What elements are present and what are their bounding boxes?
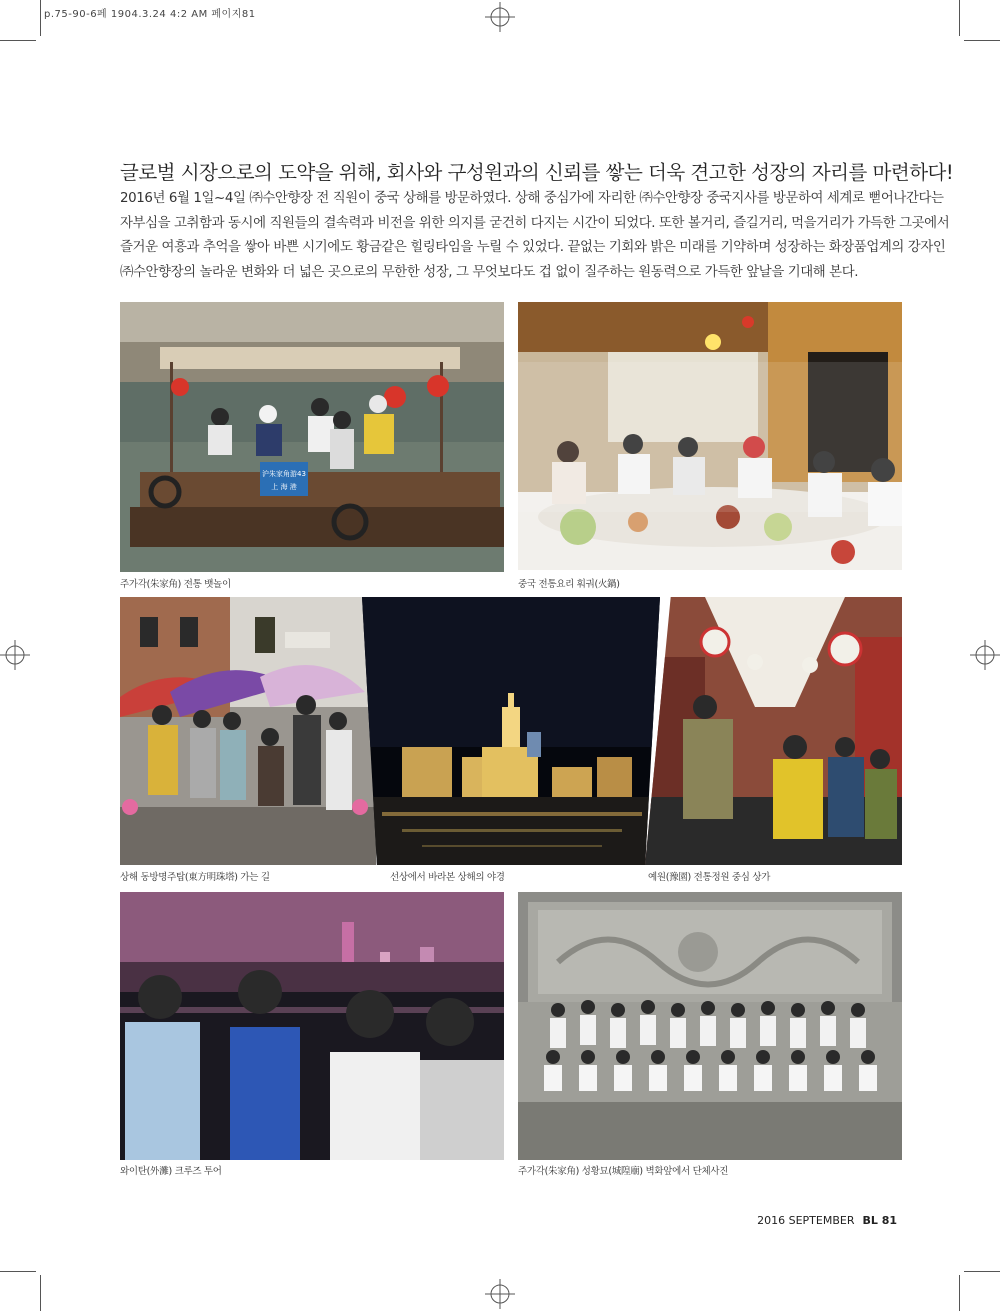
- body-line: 자부심을 고취함과 동시에 직원들의 결속력과 비전을 위한 의지를 굳건히 다지는 시간이 되었다. 또한 볼거리, 즐길거리, 먹을거리가 가득한 그곳에서: [120, 215, 950, 231]
- photo-yuyuan-market: [645, 597, 902, 865]
- photo-caption: 주가각(朱家角) 전통 뱃놀이: [120, 579, 231, 590]
- article-body: [120, 187, 950, 285]
- photo-shanghai-night-view: [362, 597, 660, 865]
- registration-mark-bottom: [485, 1279, 515, 1309]
- body-line: ㈜수안향장의 놀라운 변화와 더 넓은 곳으로의 무한한 성장, 그 무엇보다도 겁 없이 질주하는 원동력으로 가득한 앞날을 기대해 본다.: [120, 264, 859, 280]
- registration-mark-top: [485, 2, 515, 32]
- photo-caption: 와이탄(外灘) 크루즈 투어: [120, 1166, 222, 1177]
- photo-boat-ride: [120, 302, 504, 572]
- photo-caption: 주가각(朱家角) 성황묘(城隍廟) 벽화앞에서 단체사진: [518, 1166, 729, 1177]
- body-line: 2016년 6월 1일~4일 ㈜수안향장 전 직원이 중국 상해를 방문하였다. 상해 중심가에 자리한 ㈜수안향장 중국지사를 방문하여 세계로 뻗어나간다는: [120, 191, 944, 206]
- folio-issue: 2016 SEPTEMBER: [757, 1214, 855, 1227]
- folio-page: BL 81: [862, 1214, 897, 1227]
- article-headline: 글로벌 시장으로의 도약을 위해, 회사와 구성원과의 신뢰를 쌓는 더욱 견고한 성장의 자리를 마련하다!: [120, 161, 954, 184]
- photo-hotpot-dinner: [518, 302, 902, 570]
- print-slug: p.75-90-6페 1904.3.24 4:2 AM 페이지81: [44, 9, 256, 20]
- page-folio: [757, 1214, 897, 1227]
- photo-caption: 선상에서 바라본 상해의 야경: [390, 872, 505, 883]
- photo-caption: 예원(豫園) 전통정원 중심 상가: [648, 872, 771, 883]
- boat-sign-port: 上 海 港: [271, 483, 297, 491]
- photo-umbrella-walk: [120, 597, 376, 865]
- photo-caption: 상해 동방명주탑(東方明珠塔) 가는 길: [120, 872, 270, 883]
- photo-bund-cruise: [120, 892, 504, 1160]
- boat-sign-number: 沪朱家角游43: [262, 470, 306, 478]
- photo-group-at-mural: [518, 892, 902, 1160]
- registration-mark-left: [0, 640, 30, 670]
- registration-mark-right: [970, 640, 1000, 670]
- body-line: 즐거운 여흥과 추억을 쌓아 바쁜 시기에도 황금같은 힐링타임을 누릴 수 있었다. 끝없는 기회와 밝은 미래를 기약하며 성장하는 화장품업계의 강자인: [120, 240, 946, 255]
- photo-caption: 중국 전통요리 훠궈(火鍋): [518, 579, 620, 590]
